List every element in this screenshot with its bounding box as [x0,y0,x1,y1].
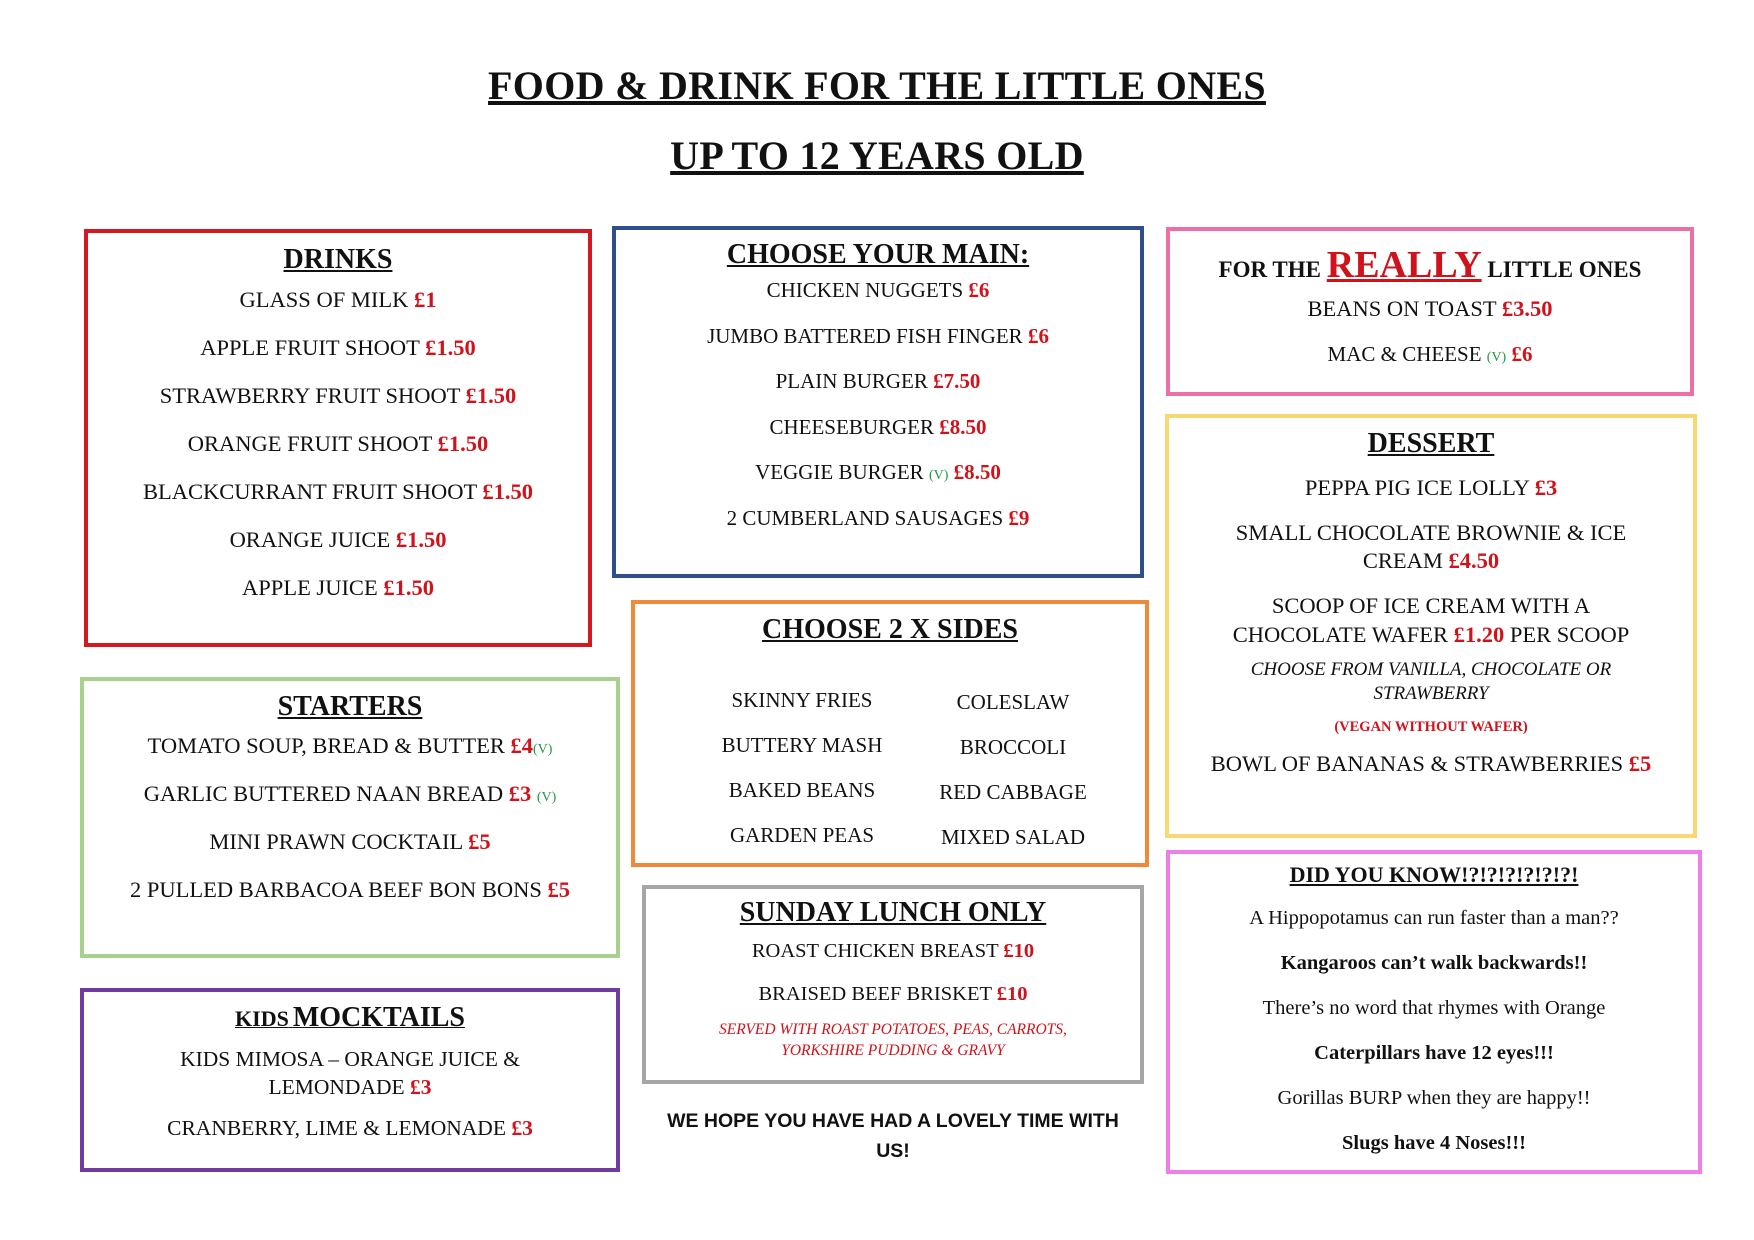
menu-item: MINI PRAWN COCKTAIL £5 [209,829,491,854]
fun-fact: Caterpillars have 12 eyes!!! [1314,1042,1554,1064]
sunday-lunch-section [642,885,1144,1084]
vegetarian-tag: (V) [533,742,553,757]
side-item: MIXED SALAD [940,825,1086,849]
starters-section [80,677,620,958]
vegetarian-tag: (V) [928,468,949,483]
side-item: SKINNY FRIES [731,688,873,712]
fun-fact: Kangaroos can’t walk backwards!! [1280,952,1588,974]
drinks-section [84,229,592,647]
vegan-note: (VEGAN WITHOUT WAFER) [1334,719,1528,735]
did-you-know-heading: DID YOU KNOW!?!?!?!?!?!?! [1289,862,1579,887]
really-emphasis: REALLY [1326,244,1482,286]
menu-item: PLAIN BURGER £7.50 [775,369,981,393]
menu-item: ORANGE JUICE £1.50 [229,527,447,552]
side-item: RED CABBAGE [939,780,1087,804]
menu-item: STRAWBERRY FRUIT SHOOT £1.50 [159,383,517,408]
dessert-section [1165,414,1697,838]
menu-item: GARLIC BUTTERED NAAN BREAD £3 (V) [143,781,557,806]
did-you-know-section [1166,850,1702,1174]
side-item: BROCCOLI [959,735,1067,759]
sunday-heading: SUNDAY LUNCH ONLY [739,897,1047,928]
menu-subtitle: UP TO 12 YEARS OLD [670,133,1084,178]
menu-item: BEANS ON TOAST £3.50 [1307,296,1553,321]
menu-item: CHEESEBURGER £8.50 [769,414,987,439]
fun-fact: There’s no word that rhymes with Orange [1262,997,1606,1019]
side-item: COLESLAW [956,690,1070,714]
main-section [612,226,1144,578]
menu-item: APPLE JUICE £1.50 [242,575,434,600]
sunday-serving-note: SERVED WITH ROAST POTATOES, PEAS, CARROTS, YORKSHIRE PUDDING & GRAVY [719,1021,1067,1059]
mocktails-section [80,988,620,1172]
menu-title: FOOD & DRINK FOR THE LITTLE ONES [488,63,1266,108]
mocktails-heading: KIDS MOCKTAILS [235,1002,465,1033]
menu-item: SMALL CHOCOLATE BROWNIE & ICE CREAM £4.50 [1235,520,1627,574]
menu-item: VEGGIE BURGER (V) £8.50 [755,460,1001,484]
fun-fact: Slugs have 4 Noses!!! [1342,1132,1526,1154]
menu-item: MAC & CHEESE (V) £6 [1327,342,1533,366]
really-little-ones-section [1166,227,1694,396]
really-little-heading: FOR THE REALLY LITTLE ONES [1218,244,1642,286]
goodbye-message: WE HOPE YOU HAVE HAD A LOVELY TIME WITH US! [667,1110,1119,1163]
menu-item: SCOOP OF ICE CREAM WITH A CHOCOLATE WAFER £1.20 PER SCOOP [1232,593,1630,647]
menu-item: BRAISED BEEF BRISKET £10 [758,983,1028,1005]
menu-item: PEPPA PIG ICE LOLLY £3 [1304,475,1558,500]
vegetarian-tag: (V) [536,790,557,805]
menu-item: CRANBERRY, LIME & LEMONADE £3 [167,1115,533,1140]
menu-item: ROAST CHICKEN BREAST £10 [751,940,1035,962]
menu-item: CHICKEN NUGGETS £6 [766,278,990,302]
vegetarian-tag: (V) [1486,350,1507,365]
drinks-heading: DRINKS [283,244,393,275]
sides-heading: CHOOSE 2 X SIDES [762,614,1018,645]
flavour-note: CHOOSE FROM VANILLA, CHOCOLATE OR STRAWBERRY [1250,658,1612,705]
fun-fact: A Hippopotamus can run faster than a man?? [1249,907,1619,929]
menu-item: KIDS MIMOSA – ORANGE JUICE & LEMONDADE £3 [180,1047,520,1099]
menu-item: APPLE FRUIT SHOOT £1.50 [200,335,476,360]
menu-item: BOWL OF BANANAS & STRAWBERRIES £5 [1210,751,1652,776]
menu-item: 2 PULLED BARBACOA BEEF BON BONS £5 [129,877,571,902]
menu-item: 2 CUMBERLAND SAUSAGES £9 [726,505,1030,530]
menu-item: GLASS OF MILK £1 [239,287,437,312]
side-item: BUTTERY MASH [721,733,883,757]
fun-fact: Gorillas BURP when they are happy!! [1277,1087,1591,1109]
starters-heading: STARTERS [277,691,423,722]
side-item: GARDEN PEAS [729,823,875,847]
menu-item: TOMATO SOUP, BREAD & BUTTER £4(V) [147,733,553,758]
main-heading: CHOOSE YOUR MAIN: [726,239,1030,270]
menu-item: BLACKCURRANT FRUIT SHOOT £1.50 [142,479,534,504]
sides-section [631,600,1149,867]
menu-item: JUMBO BATTERED FISH FINGER £6 [707,323,1049,348]
menu-item: ORANGE FRUIT SHOOT £1.50 [187,431,489,456]
side-item: BAKED BEANS [728,778,876,802]
dessert-heading: DESSERT [1367,428,1495,459]
